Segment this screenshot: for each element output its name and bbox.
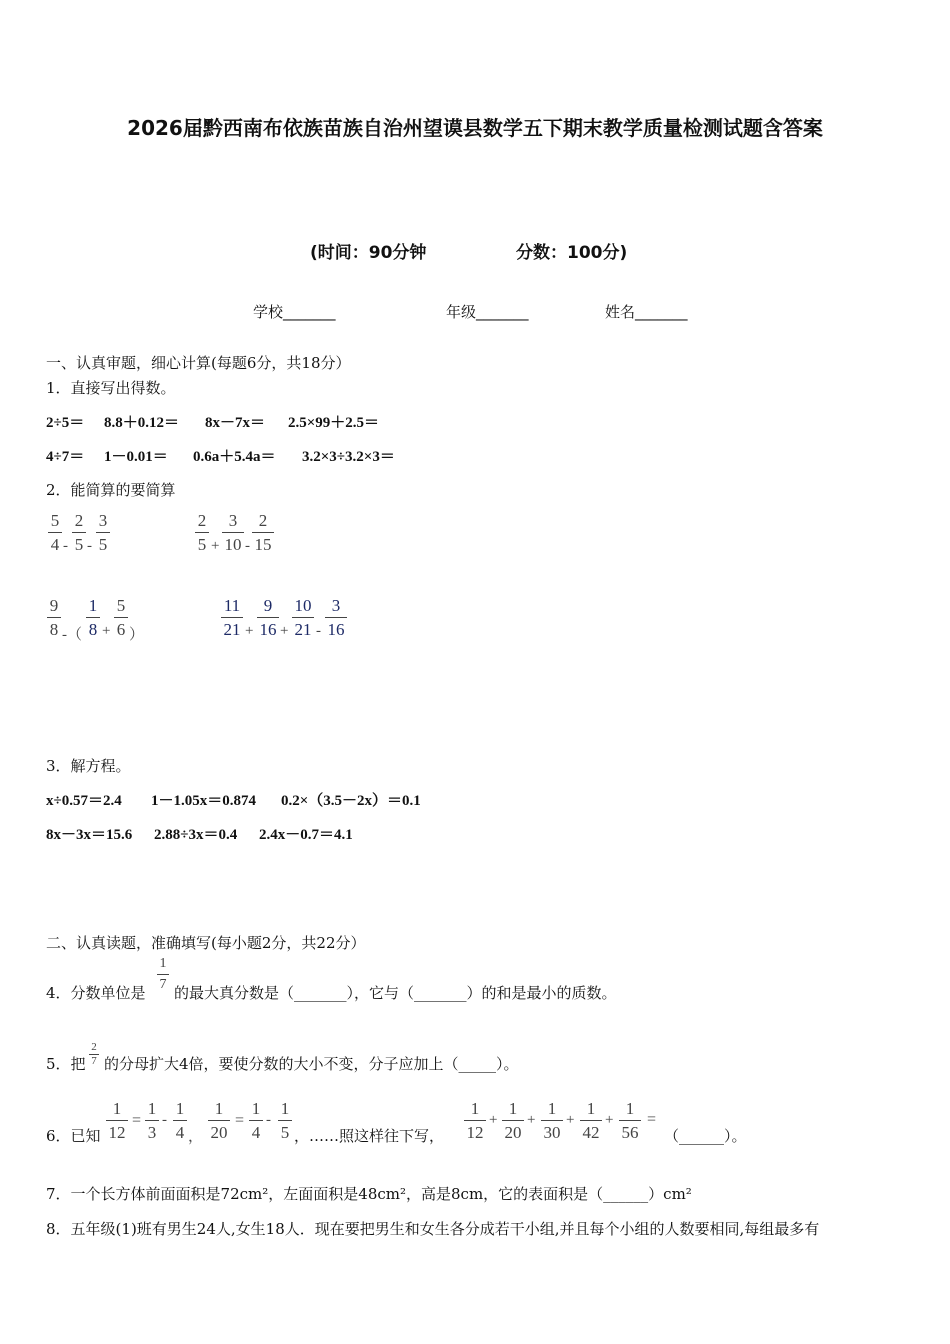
operator: - xyxy=(162,1112,167,1128)
fraction: 5 4 xyxy=(48,512,62,553)
school-field: 学校_______ xyxy=(253,303,336,321)
q3-equation: 8x－3x＝15.6 xyxy=(46,827,133,843)
q1-item: 0.6a＋5.4a＝ xyxy=(193,449,276,465)
operator: - xyxy=(87,538,92,554)
fraction: 1 8 xyxy=(86,597,100,638)
fraction: 1 5 xyxy=(278,1100,292,1141)
q3-equation: 2.4x－0.7＝4.1 xyxy=(259,827,353,843)
total-score: 分数：100分) xyxy=(516,243,628,263)
q6-middle-text: ，……照这样往下写， xyxy=(294,1127,445,1145)
fraction: 3 10 xyxy=(222,512,244,553)
operator: ， xyxy=(188,1129,204,1145)
fraction: 1 12 xyxy=(464,1100,486,1141)
operator: = xyxy=(647,1111,657,1128)
fraction: 3 5 xyxy=(96,512,110,553)
fraction: 1 20 xyxy=(208,1100,230,1141)
operator: + xyxy=(211,538,220,554)
q3-equation: 0.2×（3.5－2x）＝0.1 xyxy=(281,793,421,809)
operator: = xyxy=(235,1112,245,1129)
fraction: 2 7 xyxy=(89,1042,99,1067)
fraction: 2 5 xyxy=(72,512,86,553)
q1-item: 3.2×3÷3.2×3＝ xyxy=(302,449,395,465)
operator: + xyxy=(280,623,289,639)
operator: + xyxy=(605,1112,614,1128)
q5-text: 的分母扩大4倍，要使分数的大小不变，分子应加上（_____）。 xyxy=(104,1055,519,1073)
section1-heading: 一、认真审题，细心计算(每题6分，共18分） xyxy=(46,354,351,372)
grade-field: 年级_______ xyxy=(446,303,529,321)
fraction: 2 5 xyxy=(195,512,209,553)
fraction: 5 6 xyxy=(114,597,128,638)
operator: - xyxy=(266,1112,271,1128)
fraction: 2 15 xyxy=(252,512,274,553)
q8-text: 8．五年级(1)班有男生24人,女生18人．现在要把男生和女生各分成若干小组,并且每个小组的人数要相同,每组最多有 xyxy=(46,1220,820,1238)
operator: -（ xyxy=(62,627,82,643)
q1-item: 1－0.01＝ xyxy=(104,449,168,465)
q7-text: 7．一个长方体前面面积是72cm²，左面面积是48cm²，高是8cm，它的表面积是（______）cm² xyxy=(46,1185,692,1203)
operator: - xyxy=(63,538,68,554)
fraction: 1 4 xyxy=(173,1100,187,1141)
operator: = xyxy=(132,1112,142,1129)
operator: + xyxy=(102,623,111,639)
fraction: 1 56 xyxy=(619,1100,641,1141)
operator: ） xyxy=(129,627,145,643)
q1-item: 2÷5＝ xyxy=(46,415,85,431)
q6-answer-blank: （______）。 xyxy=(664,1127,747,1145)
fraction: 10 21 xyxy=(292,597,314,638)
fraction: 1 42 xyxy=(580,1100,602,1141)
time-limit: (时间：90分钟 xyxy=(310,243,427,263)
q1-item: 8x－7x＝ xyxy=(205,415,266,431)
q4-prefix: 4．分数单位是 xyxy=(46,984,146,1002)
name-field: 姓名_______ xyxy=(605,303,688,321)
page-title: 2026届黔西南布依族苗族自治州望谟县数学五下期末教学质量检测试题含答案 xyxy=(127,116,823,140)
q6-prefix: 6．已知 xyxy=(46,1127,101,1145)
operator: + xyxy=(489,1112,498,1128)
fraction: 1 3 xyxy=(145,1100,159,1141)
fraction: 1 20 xyxy=(502,1100,524,1141)
operator: + xyxy=(566,1112,575,1128)
q1-item: 8.8＋0.12＝ xyxy=(104,415,180,431)
section2-heading: 二、认真读题，准确填写(每小题2分，共22分） xyxy=(46,934,366,952)
q4-text: 的最大真分数是（_______），它与（_______）的和是最小的质数。 xyxy=(174,984,617,1002)
fraction: 9 16 xyxy=(257,597,279,638)
operator: + xyxy=(527,1112,536,1128)
q1-item: 2.5×99＋2.5＝ xyxy=(288,415,380,431)
fraction: 11 21 xyxy=(221,597,243,638)
q2-label: 2．能简算的要简算 xyxy=(46,481,176,499)
fraction: 1 30 xyxy=(541,1100,563,1141)
q3-equation: 2.88÷3x＝0.4 xyxy=(154,827,238,843)
operator: - xyxy=(245,538,250,554)
q3-equation: 1－1.05x＝0.874 xyxy=(151,793,257,809)
q1-label: 1．直接写出得数。 xyxy=(46,379,176,397)
fraction: 1 7 xyxy=(157,957,169,992)
operator: - xyxy=(316,623,321,639)
fraction: 1 4 xyxy=(249,1100,263,1141)
q5-prefix: 5．把 xyxy=(46,1055,86,1073)
q1-item: 4÷7＝ xyxy=(46,449,85,465)
q3-label: 3．解方程。 xyxy=(46,757,131,775)
fraction: 1 12 xyxy=(106,1100,128,1141)
fraction: 3 16 xyxy=(325,597,347,638)
q3-equation: x÷0.57＝2.4 xyxy=(46,793,122,809)
fraction: 9 8 xyxy=(47,597,61,638)
operator: + xyxy=(245,623,254,639)
